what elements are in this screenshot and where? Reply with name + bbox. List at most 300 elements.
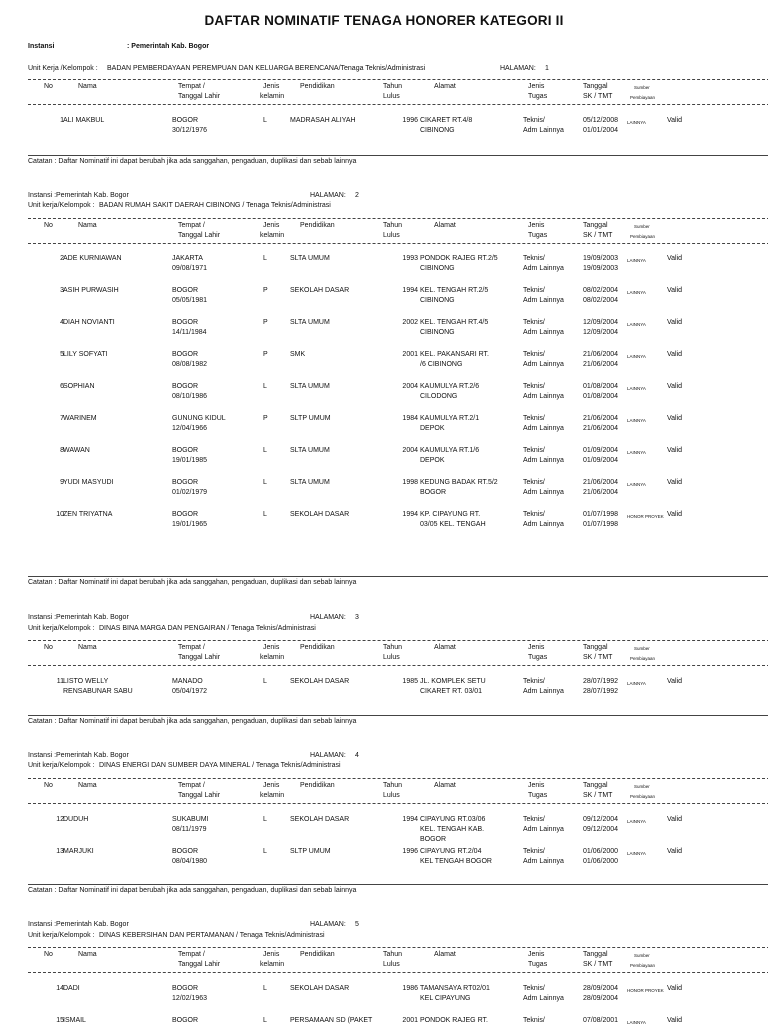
col-header-jenis-tugas: Jenis bbox=[528, 782, 545, 789]
row-jenis-tugas-line2: Adm Lainnya bbox=[523, 858, 564, 865]
col-header-sk-tmt: SK / TMT bbox=[583, 232, 613, 239]
row-tanggal-sk: 05/12/2008 bbox=[583, 117, 619, 124]
row-no: 3 bbox=[60, 287, 64, 294]
row-alamat: PONDOK RAJEG RT. bbox=[420, 1017, 488, 1024]
table-header-top-rule bbox=[28, 640, 768, 641]
row-nama: DADI bbox=[63, 985, 80, 992]
col-header-tanggal-lahir: Tanggal Lahir bbox=[178, 232, 221, 239]
row-jenis-tugas: Teknis/ bbox=[523, 351, 545, 358]
row-pendidikan: SLTA UMUM bbox=[290, 479, 330, 486]
row-jenis-kelamin: L bbox=[263, 1017, 267, 1024]
row-no: 5 bbox=[60, 351, 64, 358]
row-tanggal-tmt: 09/12/2004 bbox=[583, 826, 619, 833]
row-no: 1 bbox=[60, 117, 64, 124]
row-no: 4 bbox=[60, 319, 64, 326]
row-jenis-kelamin: P bbox=[263, 351, 268, 358]
row-tanggal-sk: 01/06/2000 bbox=[583, 848, 619, 855]
row-tahun-lulus: 2001 bbox=[402, 351, 418, 358]
row-tanggal-lahir: 12/02/1963 bbox=[172, 995, 208, 1002]
row-keterangan: Valid bbox=[667, 383, 683, 390]
row-keterangan: Valid bbox=[667, 511, 683, 518]
row-jenis-tugas: Teknis/ bbox=[523, 511, 545, 518]
instansi-label: Instansi bbox=[28, 43, 55, 50]
row-jenis-tugas: Teknis/ bbox=[523, 415, 545, 422]
col-header-pembiayaan: Pembiayaan bbox=[630, 95, 656, 100]
col-header-tugas: Tugas bbox=[528, 232, 548, 239]
row-tanggal-sk: 21/06/2004 bbox=[583, 479, 619, 486]
col-header-kelamin: kelamin bbox=[260, 232, 285, 239]
col-header-pembiayaan: Pembiayaan bbox=[630, 656, 656, 661]
row-jenis-tugas-line2: Adm Lainnya bbox=[523, 489, 564, 496]
col-header-sk-tmt: SK / TMT bbox=[583, 792, 613, 799]
row-tanggal-sk: 28/09/2004 bbox=[583, 985, 619, 992]
row-keterangan: Valid bbox=[667, 287, 683, 294]
catatan-note: Catatan : Daftar Nominatif ini dapat berubah jika ada sanggahan, pengaduan, duplikasi dan sebab lainnya bbox=[28, 887, 357, 894]
row-tempat: JAKARTA bbox=[172, 255, 203, 262]
row-tanggal-lahir: 19/01/1985 bbox=[172, 457, 208, 464]
section-end-rule bbox=[28, 715, 768, 716]
table-header-top-rule bbox=[28, 79, 768, 80]
row-jenis-kelamin: L bbox=[263, 479, 267, 486]
row-tempat: BOGOR bbox=[172, 479, 199, 486]
row-tanggal-tmt: 28/07/1992 bbox=[583, 688, 619, 695]
row-sumber-pembiayaan: LAINNYA bbox=[627, 449, 646, 455]
col-header-pembiayaan: Pembiayaan bbox=[630, 794, 656, 799]
row-keterangan: Valid bbox=[667, 479, 683, 486]
halaman-value: 3 bbox=[355, 614, 359, 621]
row-tempat: MANADO bbox=[172, 678, 203, 685]
col-header-no: No bbox=[44, 83, 53, 90]
section-end-rule bbox=[28, 576, 768, 577]
unit-kerja-label: Unit kerja/Kelompok : bbox=[28, 932, 95, 939]
table-header-top-rule bbox=[28, 947, 768, 948]
halaman-label: HALAMAN: bbox=[310, 192, 346, 199]
row-nama: ADE KURNIAWAN bbox=[63, 255, 122, 262]
row-no: 9 bbox=[60, 479, 64, 486]
row-jenis-kelamin: L bbox=[263, 816, 267, 823]
row-nama: WAWAN bbox=[63, 447, 90, 454]
col-header-tugas: Tugas bbox=[528, 792, 548, 799]
row-alamat-line3: BOGOR bbox=[420, 836, 447, 843]
row-alamat-line2: KEL. TENGAH KAB. bbox=[420, 826, 485, 833]
col-header-tanggal-lahir: Tanggal Lahir bbox=[178, 961, 221, 968]
halaman-label: HALAMAN: bbox=[500, 65, 536, 72]
catatan-note: Catatan : Daftar Nominatif ini dapat berubah jika ada sanggahan, pengaduan, duplikasi dan sebab lainnya bbox=[28, 158, 357, 165]
row-tanggal-lahir: 08/10/1986 bbox=[172, 393, 208, 400]
row-jenis-kelamin: L bbox=[263, 447, 267, 454]
row-alamat-line2: DEPOK bbox=[420, 457, 445, 464]
row-no: 15 bbox=[56, 1017, 64, 1024]
row-tanggal-sk: 21/06/2004 bbox=[583, 415, 619, 422]
row-sumber-pembiayaan: LAINNYA bbox=[627, 321, 646, 327]
row-sumber-pembiayaan: LAINNYA bbox=[627, 289, 646, 295]
row-keterangan: Valid bbox=[667, 255, 683, 262]
col-header-tanggal: Tanggal bbox=[583, 83, 608, 90]
row-tempat: BOGOR bbox=[172, 848, 199, 855]
row-jenis-tugas: Teknis/ bbox=[523, 848, 545, 855]
row-keterangan: Valid bbox=[667, 678, 683, 685]
col-header-alamat: Alamat bbox=[434, 782, 456, 789]
col-header-sk-tmt: SK / TMT bbox=[583, 93, 613, 100]
row-jenis-kelamin: L bbox=[263, 383, 267, 390]
row-alamat: CIPAYUNG RT.2/04 bbox=[420, 848, 482, 855]
row-pendidikan: SEKOLAH DASAR bbox=[290, 678, 350, 685]
col-header-nama: Nama bbox=[78, 644, 97, 651]
row-tanggal-lahir: 05/05/1981 bbox=[172, 297, 208, 304]
col-header-lulus: Lulus bbox=[383, 961, 400, 968]
unit-kerja-value: BADAN RUMAH SAKIT DAERAH CIBINONG / Tenaga Teknis/Administrasi bbox=[99, 202, 331, 209]
row-sumber-pembiayaan: LAINNYA bbox=[627, 481, 646, 487]
col-header-tempat: Tempat / bbox=[178, 83, 205, 90]
row-keterangan: Valid bbox=[667, 351, 683, 358]
row-nama: LISTO WELLY bbox=[63, 678, 109, 685]
row-tanggal-sk: 19/09/2003 bbox=[583, 255, 619, 262]
row-jenis-tugas-line2: Adm Lainnya bbox=[523, 265, 564, 272]
section-end-rule bbox=[28, 155, 768, 156]
col-header-pendidikan: Pendidikan bbox=[300, 83, 335, 90]
row-alamat: TAMANSAYA RT02/01 bbox=[420, 985, 490, 992]
table-header-bottom-rule bbox=[28, 803, 768, 804]
row-pendidikan: MADRASAH ALIYAH bbox=[290, 117, 356, 124]
col-header-pembiayaan: Pembiayaan bbox=[630, 234, 656, 239]
row-alamat-line2: /6 CIBINONG bbox=[420, 361, 463, 368]
row-nama: DUDUH bbox=[63, 816, 89, 823]
row-keterangan: Valid bbox=[667, 816, 683, 823]
row-tanggal-sk: 01/09/2004 bbox=[583, 447, 619, 454]
row-tanggal-tmt: 12/09/2004 bbox=[583, 329, 619, 336]
row-tahun-lulus: 2001 bbox=[402, 1017, 418, 1024]
col-header-tugas: Tugas bbox=[528, 93, 548, 100]
row-jenis-tugas: Teknis/ bbox=[523, 319, 545, 326]
row-tanggal-sk: 28/07/1992 bbox=[583, 678, 619, 685]
row-tanggal-tmt: 01/01/2004 bbox=[583, 127, 619, 134]
row-nama: SOPHIAN bbox=[63, 383, 95, 390]
row-alamat: KEL. PAKANSARI RT. bbox=[420, 351, 489, 358]
col-header-no: No bbox=[44, 951, 53, 958]
col-header-pendidikan: Pendidikan bbox=[300, 644, 335, 651]
halaman-value: 5 bbox=[355, 921, 359, 928]
row-tempat: GUNUNG KIDUL bbox=[172, 415, 226, 422]
row-tanggal-sk: 09/12/2004 bbox=[583, 816, 619, 823]
col-header-no: No bbox=[44, 644, 53, 651]
row-tahun-lulus: 2004 bbox=[402, 383, 418, 390]
col-header-lulus: Lulus bbox=[383, 654, 400, 661]
col-header-kelamin: kelamin bbox=[260, 93, 285, 100]
row-alamat: KEDUNG BADAK RT.5/2 bbox=[420, 479, 498, 486]
row-jenis-kelamin: P bbox=[263, 415, 268, 422]
row-tahun-lulus: 1996 bbox=[402, 117, 418, 124]
row-tempat: BOGOR bbox=[172, 447, 199, 454]
row-sumber-pembiayaan: LAINNYA bbox=[627, 680, 646, 686]
instansi-line: Instansi :Pemerintah Kab. Bogor bbox=[28, 614, 129, 621]
row-nama: WARINEM bbox=[63, 415, 97, 422]
col-header-tahun: Tahun bbox=[383, 222, 403, 229]
row-sumber-pembiayaan: HONOR PROYEK bbox=[627, 513, 664, 519]
row-alamat-line2: CIBINONG bbox=[420, 127, 455, 134]
unit-kerja-label: Unit Kerja /Kelompok : bbox=[28, 65, 98, 72]
col-header-jenis-tugas: Jenis bbox=[528, 222, 545, 229]
row-sumber-pembiayaan: LAINNYA bbox=[627, 818, 646, 824]
row-tanggal-lahir: 09/08/1971 bbox=[172, 265, 208, 272]
halaman-label: HALAMAN: bbox=[310, 921, 346, 928]
row-alamat-line2: CIBINONG bbox=[420, 329, 455, 336]
row-tanggal-tmt: 01/06/2000 bbox=[583, 858, 619, 865]
row-jenis-tugas: Teknis/ bbox=[523, 287, 545, 294]
row-jenis-tugas-line2: Adm Lainnya bbox=[523, 826, 564, 833]
row-jenis-tugas: Teknis/ bbox=[523, 678, 545, 685]
instansi-line: Instansi :Pemerintah Kab. Bogor bbox=[28, 921, 129, 928]
row-tanggal-lahir: 05/04/1972 bbox=[172, 688, 208, 695]
row-tempat: BOGOR bbox=[172, 1017, 199, 1024]
row-nama: LILY SOFYATI bbox=[63, 351, 108, 358]
col-header-jenis-tugas: Jenis bbox=[528, 644, 545, 651]
unit-kerja-label: Unit kerja/Kelompok : bbox=[28, 202, 95, 209]
table-header-bottom-rule bbox=[28, 972, 768, 973]
col-header-jenis: Jenis bbox=[263, 222, 280, 229]
row-tanggal-sk: 01/08/2004 bbox=[583, 383, 619, 390]
col-header-alamat: Alamat bbox=[434, 951, 456, 958]
row-tahun-lulus: 1986 bbox=[402, 985, 418, 992]
row-jenis-tugas-line2: Adm Lainnya bbox=[523, 393, 564, 400]
row-alamat-line2: DEPOK bbox=[420, 425, 445, 432]
row-alamat-line2: KEL TENGAH BOGOR bbox=[420, 858, 492, 865]
col-header-tanggal-lahir: Tanggal Lahir bbox=[178, 654, 221, 661]
row-pendidikan: SLTA UMUM bbox=[290, 255, 330, 262]
row-tempat: BOGOR bbox=[172, 319, 199, 326]
row-tanggal-lahir: 19/01/1965 bbox=[172, 521, 208, 528]
row-alamat: KEL. TENGAH RT.2/5 bbox=[420, 287, 489, 294]
col-header-no: No bbox=[44, 222, 53, 229]
row-jenis-tugas-line2: Adm Lainnya bbox=[523, 127, 564, 134]
row-alamat: PONDOK RAJEG RT.2/5 bbox=[420, 255, 498, 262]
col-header-tanggal: Tanggal bbox=[583, 951, 608, 958]
col-header-nama: Nama bbox=[78, 782, 97, 789]
row-tempat: BOGOR bbox=[172, 351, 199, 358]
row-tanggal-lahir: 14/11/1984 bbox=[172, 329, 207, 336]
row-tempat: BOGOR bbox=[172, 287, 199, 294]
col-header-sk-tmt: SK / TMT bbox=[583, 961, 613, 968]
col-header-tanggal: Tanggal bbox=[583, 644, 608, 651]
col-header-jenis: Jenis bbox=[263, 782, 280, 789]
row-tanggal-lahir: 01/02/1979 bbox=[172, 489, 208, 496]
row-tanggal-tmt: 01/08/2004 bbox=[583, 393, 619, 400]
row-keterangan: Valid bbox=[667, 985, 683, 992]
col-header-kelamin: kelamin bbox=[260, 654, 285, 661]
col-header-tempat: Tempat / bbox=[178, 951, 205, 958]
unit-kerja-value: BADAN PEMBERDAYAAN PEREMPUAN DAN KELUARGA BERENCANA/Tenaga Teknis/Administrasi bbox=[107, 65, 426, 72]
row-sumber-pembiayaan: LAINNYA bbox=[627, 119, 646, 125]
row-tahun-lulus: 1984 bbox=[402, 415, 418, 422]
col-header-tempat: Tempat / bbox=[178, 644, 205, 651]
row-pendidikan: SLTP UMUM bbox=[290, 848, 331, 855]
row-no: 12 bbox=[56, 816, 64, 823]
row-jenis-tugas: Teknis/ bbox=[523, 117, 545, 124]
col-header-sumber: Sumber bbox=[634, 784, 650, 789]
row-tahun-lulus: 2002 bbox=[402, 319, 418, 326]
row-alamat: CIPAYUNG RT.03/06 bbox=[420, 816, 486, 823]
col-header-lulus: Lulus bbox=[383, 93, 400, 100]
row-sumber-pembiayaan: LAINNYA bbox=[627, 417, 646, 423]
row-alamat-line2: CIBINONG bbox=[420, 297, 455, 304]
row-keterangan: Valid bbox=[667, 117, 683, 124]
row-alamat-line2: KEL CIPAYUNG bbox=[420, 995, 471, 1002]
col-header-jenis: Jenis bbox=[263, 644, 280, 651]
unit-kerja-value: DINAS BINA MARGA DAN PENGAIRAN / Tenaga Teknis/Administrasi bbox=[99, 625, 316, 632]
col-header-tahun: Tahun bbox=[383, 644, 403, 651]
row-tanggal-sk: 01/07/1998 bbox=[583, 511, 619, 518]
row-tanggal-lahir: 08/11/1979 bbox=[172, 826, 207, 833]
halaman-value: 1 bbox=[545, 65, 549, 72]
row-no: 8 bbox=[60, 447, 64, 454]
row-jenis-kelamin: P bbox=[263, 287, 268, 294]
col-header-no: No bbox=[44, 782, 53, 789]
col-header-pendidikan: Pendidikan bbox=[300, 222, 335, 229]
row-no: 7 bbox=[60, 415, 64, 422]
row-jenis-tugas-line2: Adm Lainnya bbox=[523, 457, 564, 464]
unit-kerja-label: Unit kerja/Kelompok : bbox=[28, 625, 95, 632]
col-header-pendidikan: Pendidikan bbox=[300, 951, 335, 958]
row-tanggal-lahir: 30/12/1976 bbox=[172, 127, 208, 134]
row-keterangan: Valid bbox=[667, 319, 683, 326]
row-jenis-tugas-line2: Adm Lainnya bbox=[523, 995, 564, 1002]
unit-kerja-value: DINAS KEBERSIHAN DAN PERTAMANAN / Tenaga Teknis/Administrasi bbox=[99, 932, 325, 939]
row-no: 10 bbox=[56, 511, 64, 518]
row-nama: ASIH PURWASIH bbox=[63, 287, 119, 294]
section-end-rule bbox=[28, 884, 768, 885]
halaman-value: 2 bbox=[355, 192, 359, 199]
row-tahun-lulus: 1994 bbox=[402, 816, 418, 823]
row-alamat: KAUMULYA RT.1/6 bbox=[420, 447, 480, 454]
row-tempat: BOGOR bbox=[172, 985, 199, 992]
row-nama-line2: RENSABUNAR SABU bbox=[63, 688, 133, 695]
table-header-top-rule bbox=[28, 218, 768, 219]
row-alamat-line2: CILODONG bbox=[420, 393, 458, 400]
instansi-value: : Pemerintah Kab. Bogor bbox=[127, 43, 210, 50]
row-sumber-pembiayaan: LAINNYA bbox=[627, 850, 646, 856]
row-sumber-pembiayaan: HONOR PROYEK bbox=[627, 987, 664, 993]
halaman-label: HALAMAN: bbox=[310, 614, 346, 621]
col-header-tanggal-lahir: Tanggal Lahir bbox=[178, 93, 221, 100]
col-header-jenis: Jenis bbox=[263, 83, 280, 90]
row-jenis-tugas-line2: Adm Lainnya bbox=[523, 688, 564, 695]
col-header-nama: Nama bbox=[78, 951, 97, 958]
row-pendidikan: SLTP UMUM bbox=[290, 415, 331, 422]
col-header-tanggal: Tanggal bbox=[583, 222, 608, 229]
row-no: 2 bbox=[60, 255, 64, 262]
row-jenis-kelamin: P bbox=[263, 319, 268, 326]
unit-kerja-value: DINAS ENERGI DAN SUMBER DAYA MINERAL / Tenaga Teknis/Administrasi bbox=[99, 762, 341, 769]
row-pendidikan: SEKOLAH DASAR bbox=[290, 985, 350, 992]
row-tanggal-sk: 12/09/2004 bbox=[583, 319, 619, 326]
row-tahun-lulus: 1993 bbox=[402, 255, 418, 262]
row-tanggal-sk: 08/02/2004 bbox=[583, 287, 619, 294]
row-alamat-line2: CIBINONG bbox=[420, 265, 455, 272]
row-pendidikan: SLTA UMUM bbox=[290, 447, 330, 454]
row-pendidikan: SEKOLAH DASAR bbox=[290, 816, 350, 823]
col-header-tahun: Tahun bbox=[383, 782, 403, 789]
row-tempat: SUKABUMI bbox=[172, 816, 209, 823]
row-jenis-kelamin: L bbox=[263, 117, 267, 124]
row-pendidikan: SLTA UMUM bbox=[290, 319, 330, 326]
row-nama: ALI MAKBUL bbox=[63, 117, 105, 124]
row-tanggal-tmt: 28/09/2004 bbox=[583, 995, 619, 1002]
row-tempat: BOGOR bbox=[172, 117, 199, 124]
row-jenis-tugas-line2: Adm Lainnya bbox=[523, 329, 564, 336]
row-jenis-tugas: Teknis/ bbox=[523, 985, 545, 992]
row-tahun-lulus: 1998 bbox=[402, 479, 418, 486]
row-nama: ISMAIL bbox=[63, 1017, 86, 1024]
row-jenis-kelamin: L bbox=[263, 848, 267, 855]
row-jenis-tugas-line2: Adm Lainnya bbox=[523, 361, 564, 368]
row-keterangan: Valid bbox=[667, 447, 683, 454]
col-header-jenis: Jenis bbox=[263, 951, 280, 958]
row-alamat-line2: 03/05 KEL. TENGAH bbox=[420, 521, 486, 528]
row-tanggal-sk: 21/06/2004 bbox=[583, 351, 619, 358]
row-tanggal-tmt: 01/07/1998 bbox=[583, 521, 619, 528]
col-header-tanggal-lahir: Tanggal Lahir bbox=[178, 792, 221, 799]
row-alamat: KP. CIPAYUNG RT. bbox=[420, 511, 481, 518]
row-tahun-lulus: 2004 bbox=[402, 447, 418, 454]
row-no: 13 bbox=[56, 848, 64, 855]
instansi-line: Instansi :Pemerintah Kab. Bogor bbox=[28, 752, 129, 759]
row-alamat: KAUMULYA RT.2/6 bbox=[420, 383, 480, 390]
row-jenis-kelamin: L bbox=[263, 985, 267, 992]
row-alamat-line2: BOGOR bbox=[420, 489, 447, 496]
row-keterangan: Valid bbox=[667, 415, 683, 422]
col-header-lulus: Lulus bbox=[383, 792, 400, 799]
row-sumber-pembiayaan: LAINNYA bbox=[627, 385, 646, 391]
row-tanggal-lahir: 08/04/1980 bbox=[172, 858, 208, 865]
table-header-bottom-rule bbox=[28, 104, 768, 105]
row-alamat: CIKARET RT.4/8 bbox=[420, 117, 473, 124]
col-header-tanggal: Tanggal bbox=[583, 782, 608, 789]
row-tanggal-tmt: 19/09/2003 bbox=[583, 265, 619, 272]
document-title: DAFTAR NOMINATIF TENAGA HONORER KATEGORI II bbox=[204, 13, 564, 28]
col-header-sk-tmt: SK / TMT bbox=[583, 654, 613, 661]
row-alamat: JL. KOMPLEK SETU bbox=[420, 678, 486, 685]
table-header-top-rule bbox=[28, 778, 768, 779]
row-tahun-lulus: 1994 bbox=[402, 511, 418, 518]
col-header-lulus: Lulus bbox=[383, 232, 400, 239]
col-header-tahun: Tahun bbox=[383, 951, 403, 958]
row-tahun-lulus: 1994 bbox=[402, 287, 418, 294]
row-tahun-lulus: 1985 bbox=[402, 678, 418, 685]
row-keterangan: Valid bbox=[667, 848, 683, 855]
row-sumber-pembiayaan: LAINNYA bbox=[627, 1019, 646, 1025]
row-tempat: BOGOR bbox=[172, 511, 199, 518]
row-jenis-tugas-line2: Adm Lainnya bbox=[523, 425, 564, 432]
row-jenis-tugas-line2: Adm Lainnya bbox=[523, 297, 564, 304]
col-header-kelamin: kelamin bbox=[260, 961, 285, 968]
col-header-tahun: Tahun bbox=[383, 83, 403, 90]
row-jenis-kelamin: L bbox=[263, 255, 267, 262]
row-tanggal-tmt: 21/06/2004 bbox=[583, 425, 619, 432]
row-sumber-pembiayaan: LAINNYA bbox=[627, 257, 646, 263]
row-pendidikan: PERSAMAAN SD (PAKET bbox=[290, 1017, 373, 1024]
row-jenis-tugas-line2: Adm Lainnya bbox=[523, 521, 564, 528]
row-nama: YUDI MASYUDI bbox=[63, 479, 114, 486]
row-jenis-tugas: Teknis/ bbox=[523, 255, 545, 262]
row-tanggal-lahir: 12/04/1966 bbox=[172, 425, 208, 432]
col-header-nama: Nama bbox=[78, 222, 97, 229]
row-jenis-tugas: Teknis/ bbox=[523, 816, 545, 823]
row-jenis-tugas: Teknis/ bbox=[523, 447, 545, 454]
row-alamat-line2: CIKARET RT. 03/01 bbox=[420, 688, 482, 695]
row-tanggal-tmt: 21/06/2004 bbox=[583, 489, 619, 496]
col-header-kelamin: kelamin bbox=[260, 792, 285, 799]
row-sumber-pembiayaan: LAINNYA bbox=[627, 353, 646, 359]
col-header-alamat: Alamat bbox=[434, 644, 456, 651]
